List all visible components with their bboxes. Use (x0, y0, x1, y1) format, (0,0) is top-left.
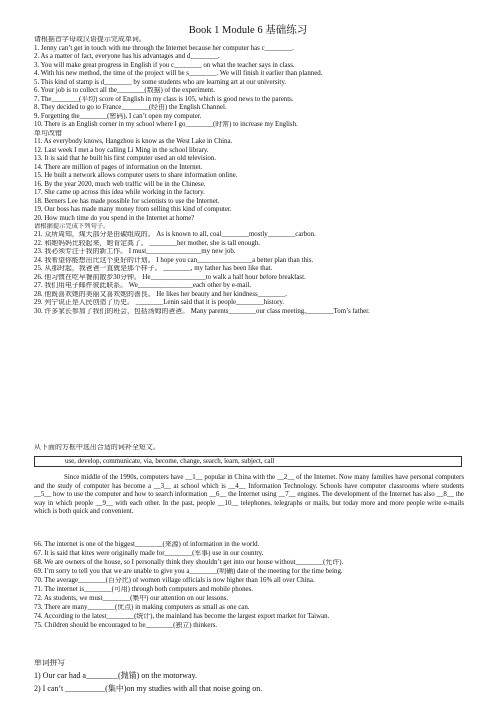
exercise-item: 66. The internet is one of the biggest________(来源) of information in the world. (34, 541, 260, 548)
exercise-item: 18. Berners Lee has made possible for scientists to use the Internet. (34, 197, 220, 205)
section6-heading: 单词拼写 (34, 659, 66, 667)
exercise-item: 3. You will make great progress in English if you c________ on what the teacher says in class. (34, 61, 295, 69)
exercise-item: 72. As students, we must________(集中) our attention on our lessons. (34, 595, 229, 602)
exercise-item: 20. How much time do you spend in the Internet at home? (34, 214, 195, 222)
exercise-item: 23. 我必须专注于我的新工作。 I must________________my new job. (34, 248, 236, 255)
exercise-item: 4. With his new method, the time of the project will be s________. We will finish it earlier than planned. (34, 70, 323, 77)
exercise-item: 68. We are owners of the house, so I personally think they shouldn’t get into our house without________(允许). (34, 559, 344, 566)
page-title: Book 1 Module 6 基础练习 (188, 25, 308, 36)
exercise-item: 9. Forgetting the________(密码), I can’t open my computer. (34, 112, 202, 120)
word-box (34, 456, 462, 467)
exercise-item: 71. The internet is________(可用) through both computers and mobile phones. (34, 586, 253, 593)
exercise-item: 15. He built a network allows computer users to share information online. (34, 172, 238, 179)
exercise-item: 16. By the year 2020, much web traffic will be in the Chinese. (34, 180, 206, 188)
exercise-item: 26. 他习惯在吃早餐前散步30分钟。 He________________to walk a half hour before breakfast. (34, 273, 306, 281)
exercise-item: 28. 他既喜欢她的美丽又喜欢她的善良。 He likes her beauty and her kindness________. (34, 290, 288, 298)
exercise-item: 10. There is an English corner in my school where I go________(时常) to increase my English. (34, 121, 298, 128)
section3-heading: 请根据提示完成下列句子。 (34, 223, 110, 230)
exercise-item: 2. As a matter of fact, everyone has his advantages and d________. (34, 53, 220, 60)
exercise-item: 73. There are many________(优点) in making computers as small as one can. (34, 604, 250, 611)
exercise-item: 2) I can’t __________(集中)on my studies with all that noise going on. (34, 684, 263, 693)
exercise-item: 29. 列宁说正是人民创造了历史。 ________Lenin said that it is people________history. (34, 299, 285, 306)
exercise-item: 8. They decided to go to France________(经由) the English Channel. (34, 104, 227, 111)
exercise-item: 14. There are million of pages of information on the Internet. (34, 163, 203, 171)
exercise-item: 19. Our boss has made many money from selling this kind of computer. (34, 206, 232, 213)
exercise-item: 1) Our car had a________(抛锚) on the motorway. (34, 671, 197, 680)
exercise-item: 22. 和她妈妈比较起来，她肯定高了。 ________her mother, she is tall enough. (34, 239, 260, 247)
exercise-item: 74. According to the latest________(统计), the mainland has become the largest export market for Taiwan. (34, 613, 330, 620)
exercise-item: 1. Jenny can’t get in touch with me through the Internet because her computer has c________. (34, 44, 294, 52)
exercise-item: 6. Your job is to collect all the________(数据) of the experiment. (34, 87, 215, 94)
exercise-item: 25. 从那时起，我爸爸一直就是那个样子。 ________, my father has been like that. (34, 265, 273, 272)
exercise-item: 17. She came up across this idea while working in the factory. (34, 189, 205, 196)
exercise-item: 69. I’m sorry to tell you that we are unable to give you a________(明确) date of the meeting for the time being. (34, 568, 343, 575)
exercise-item: 27. 我们用电子邮件彼此联系。 We________________each other by e-mail. (34, 282, 252, 289)
exercise-item: 67. It is said that kites were originally made for________(军事) use in our country. (34, 550, 264, 557)
cloze-passage: Since middle of the 1990s, computers have __1__ popular in China with the __2__ of the Internet. Now many families have personal computers and the study of computer has become a __3__ at school which is __4__ Information Technology. Schools have computer classrooms where students __5__ how to use the computer and how to search information __6__ the Internet using __7__ engines. The development of the Internet has also __8__ the way in which people __9__ with each other. In the past, people __10__ telephones, telegraphs or mails, but today more and more people write e-mails which is both quick and convenient. (34, 474, 464, 516)
exercise-item: 12. Last week I met a boy calling Li Ming in the school library. (34, 146, 209, 154)
exercise-item: 75. Children should be encouraged to be________(独立) thinkers. (34, 622, 218, 629)
exercise-item: 7. The________(平均) score of English in my class is 105, which is good news to the parents. (34, 95, 294, 103)
exercise-item: 13. It is said that he built his first computer used an old television. (34, 155, 216, 162)
exercise-item: 30. 许多家长参加了我们的班会，包括汤姆的爸爸。 Many parents________our class meeting,________Tom’s father. (34, 307, 370, 315)
exercise-item: 24. 我希望你能想出比这个更好的计划。 I hope you can________________a better plan than this. (34, 256, 314, 264)
exercise-item: 11. As everybody knows, Hangzhou is know as the West Lake in China. (34, 138, 233, 145)
word-box-text: use, develop, communicate, via, become, change, search, learn, subject, call (65, 458, 275, 465)
section2-heading: 单句改错 (34, 129, 62, 137)
exercise-item: 70. The average________(百分比) of women village officials is now higher than 16% all over China. (34, 577, 315, 584)
exercise-item: 21. 众所周知，煤大部分是由碳组成的。 As is known to all, coal________mostly________carbon. (34, 231, 316, 238)
exercise-item: 5. This kind of stamp is d________ by some students who are learning art at our university. (34, 78, 287, 86)
section1-heading: 请根据首字母或汉语提示完成单词。 (34, 36, 146, 43)
section4-heading: 从下面的方框中选出合适的词补全短文。 (34, 444, 160, 451)
